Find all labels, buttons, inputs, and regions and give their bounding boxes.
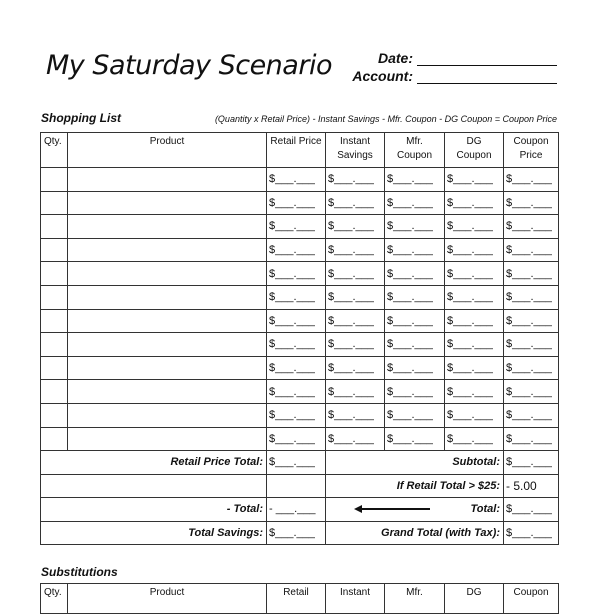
column-header: Product <box>68 133 267 168</box>
product-cell[interactable] <box>68 168 267 192</box>
if-retail-label: If Retail Total > $25: <box>326 474 504 498</box>
table-row <box>41 191 559 215</box>
mfr-coupon-cell[interactable]: $___.___ <box>385 403 445 427</box>
coupon-price-cell[interactable]: $___.___ <box>504 168 559 192</box>
mfr-coupon-cell[interactable]: $___.___ <box>385 309 445 333</box>
table-row <box>41 285 559 309</box>
coupon-price-cell[interactable]: $___.___ <box>504 262 559 286</box>
table-row <box>41 333 559 357</box>
qty-cell[interactable] <box>41 168 68 192</box>
arrow-left-icon <box>360 508 430 510</box>
mfr-coupon-cell[interactable]: $___.___ <box>385 238 445 262</box>
product-cell[interactable] <box>68 262 267 286</box>
totals-row <box>41 498 559 522</box>
column-header: Retail Price <box>267 133 326 168</box>
retail-price-cell[interactable]: $___.___ <box>267 262 326 286</box>
dg-coupon-cell[interactable]: $___.___ <box>445 262 504 286</box>
mfr-coupon-cell[interactable]: $___.___ <box>385 168 445 192</box>
retail-price-cell[interactable]: $___.___ <box>267 168 326 192</box>
shopping-list-title: Shopping List <box>41 111 121 125</box>
dg-coupon-cell[interactable]: $___.___ <box>445 403 504 427</box>
dg-coupon-cell[interactable]: $___.___ <box>445 333 504 357</box>
instant-savings-cell[interactable]: $___.___ <box>326 403 385 427</box>
shopping-list-table <box>40 132 559 545</box>
qty-cell[interactable] <box>41 191 68 215</box>
dg-coupon-cell[interactable]: $___.___ <box>445 168 504 192</box>
column-header: Product <box>68 584 267 614</box>
table-row <box>41 238 559 262</box>
totals-row <box>41 474 559 498</box>
minus-total-field[interactable]: - ___.___ <box>267 498 326 522</box>
table-row <box>41 309 559 333</box>
subtotal-label: Subtotal: <box>326 451 504 475</box>
coupon-price-cell[interactable]: $___.___ <box>504 285 559 309</box>
retail-price-cell[interactable]: $___.___ <box>267 333 326 357</box>
retail-price-cell[interactable]: $___.___ <box>267 215 326 239</box>
column-header: DG <box>445 584 504 614</box>
retail-price-total-label: Retail Price Total: <box>41 451 267 475</box>
mfr-coupon-cell[interactable]: $___.___ <box>385 191 445 215</box>
instant-savings-cell[interactable]: $___.___ <box>326 427 385 451</box>
total-label: Total: <box>470 503 500 516</box>
totals-row <box>41 521 559 545</box>
grand-total-field[interactable]: $___.___ <box>504 521 559 545</box>
dg-coupon-cell[interactable]: $___.___ <box>445 215 504 239</box>
column-header: Instant Savings <box>326 133 385 168</box>
table-row <box>41 427 559 451</box>
product-cell[interactable] <box>68 215 267 239</box>
instant-savings-cell[interactable]: $___.___ <box>326 238 385 262</box>
mfr-coupon-cell[interactable]: $___.___ <box>385 427 445 451</box>
dg-coupon-cell[interactable]: $___.___ <box>445 380 504 404</box>
account-field[interactable] <box>352 68 557 84</box>
instant-savings-cell[interactable]: $___.___ <box>326 285 385 309</box>
dg-coupon-cell[interactable]: $___.___ <box>445 356 504 380</box>
page-title: My Saturday Scenario <box>46 50 332 81</box>
date-line[interactable] <box>417 51 557 66</box>
retail-price-cell[interactable]: $___.___ <box>267 285 326 309</box>
product-cell[interactable] <box>68 309 267 333</box>
instant-savings-cell[interactable]: $___.___ <box>326 380 385 404</box>
account-line[interactable] <box>417 69 557 84</box>
qty-cell[interactable] <box>41 356 68 380</box>
column-header: Mfr. <box>385 584 445 614</box>
table-row <box>41 215 559 239</box>
coupon-price-cell[interactable]: $___.___ <box>504 215 559 239</box>
column-header: Retail <box>267 584 326 614</box>
retail-price-cell[interactable]: $___.___ <box>267 191 326 215</box>
totals-row <box>41 451 559 475</box>
mfr-coupon-cell[interactable]: $___.___ <box>385 380 445 404</box>
dg-coupon-cell[interactable]: $___.___ <box>445 309 504 333</box>
table-row <box>41 356 559 380</box>
coupon-price-cell[interactable]: $___.___ <box>504 191 559 215</box>
qty-cell[interactable] <box>41 427 68 451</box>
dg-coupon-cell[interactable]: $___.___ <box>445 427 504 451</box>
dg-coupon-cell[interactable]: $___.___ <box>445 191 504 215</box>
qty-cell[interactable] <box>41 380 68 404</box>
product-cell[interactable] <box>68 238 267 262</box>
coupon-price-cell[interactable]: $___.___ <box>504 238 559 262</box>
retail-price-total-field[interactable]: $___.___ <box>267 451 326 475</box>
instant-savings-cell[interactable]: $___.___ <box>326 309 385 333</box>
column-header: Instant <box>326 584 385 614</box>
retail-price-cell[interactable]: $___.___ <box>267 238 326 262</box>
table-row <box>41 262 559 286</box>
product-cell[interactable] <box>68 191 267 215</box>
retail-price-cell[interactable]: $___.___ <box>267 380 326 404</box>
qty-cell[interactable] <box>41 403 68 427</box>
column-header: Qty. <box>41 584 68 614</box>
grand-total-label: Grand Total (with Tax): <box>326 521 504 545</box>
table-row <box>41 403 559 427</box>
column-header: DG Coupon <box>445 133 504 168</box>
account-label: Account: <box>352 68 413 84</box>
instant-savings-cell[interactable]: $___.___ <box>326 333 385 357</box>
mfr-coupon-cell[interactable]: $___.___ <box>385 215 445 239</box>
retail-price-cell[interactable]: $___.___ <box>267 427 326 451</box>
retail-price-cell[interactable]: $___.___ <box>267 356 326 380</box>
mfr-coupon-cell[interactable]: $___.___ <box>385 333 445 357</box>
product-cell[interactable] <box>68 285 267 309</box>
total-field[interactable]: $___.___ <box>504 498 559 522</box>
dg-coupon-cell[interactable]: $___.___ <box>445 285 504 309</box>
coupon-price-cell[interactable]: $___.___ <box>504 380 559 404</box>
mfr-coupon-cell[interactable]: $___.___ <box>385 262 445 286</box>
column-header: Qty. <box>41 133 68 168</box>
qty-cell[interactable] <box>41 262 68 286</box>
subtotal-field[interactable]: $___.___ <box>504 451 559 475</box>
instant-savings-cell[interactable]: $___.___ <box>326 191 385 215</box>
coupon-price-cell[interactable]: $___.___ <box>504 333 559 357</box>
date-label: Date: <box>377 50 413 66</box>
product-cell[interactable] <box>68 333 267 357</box>
table-row <box>41 380 559 404</box>
minus-total-label: - Total: <box>41 498 267 522</box>
product-cell[interactable] <box>68 403 267 427</box>
substitutions-table <box>40 583 559 614</box>
discount-value: - 5.00 <box>504 474 559 498</box>
table-row <box>41 168 559 192</box>
coupon-price-cell[interactable]: $___.___ <box>504 427 559 451</box>
substitutions-title: Substitutions <box>41 565 118 579</box>
instant-savings-cell[interactable]: $___.___ <box>326 215 385 239</box>
qty-cell[interactable] <box>41 215 68 239</box>
total-savings-field[interactable]: $___.___ <box>267 521 326 545</box>
qty-cell[interactable] <box>41 285 68 309</box>
retail-price-cell[interactable]: $___.___ <box>267 403 326 427</box>
instant-savings-cell[interactable]: $___.___ <box>326 168 385 192</box>
product-cell[interactable] <box>68 380 267 404</box>
coupon-price-cell[interactable]: $___.___ <box>504 403 559 427</box>
dg-coupon-cell[interactable]: $___.___ <box>445 238 504 262</box>
column-header: Coupon Price <box>504 133 559 168</box>
mfr-coupon-cell[interactable]: $___.___ <box>385 285 445 309</box>
coupon-price-cell[interactable]: $___.___ <box>504 356 559 380</box>
date-field[interactable] <box>378 50 557 66</box>
retail-price-cell[interactable]: $___.___ <box>267 309 326 333</box>
coupon-price-cell[interactable]: $___.___ <box>504 309 559 333</box>
instant-savings-cell[interactable]: $___.___ <box>326 356 385 380</box>
product-cell[interactable] <box>68 427 267 451</box>
qty-cell[interactable] <box>41 309 68 333</box>
instant-savings-cell[interactable]: $___.___ <box>326 262 385 286</box>
formula: (Quantity x Retail Price) - Instant Savings - Mfr. Coupon - DG Coupon = Coupon Price <box>214 114 557 124</box>
qty-cell[interactable] <box>41 333 68 357</box>
column-header: Coupon <box>504 584 559 614</box>
column-header: Mfr. Coupon <box>385 133 445 168</box>
mfr-coupon-cell[interactable]: $___.___ <box>385 356 445 380</box>
total-savings-label: Total Savings: <box>41 521 267 545</box>
qty-cell[interactable] <box>41 238 68 262</box>
product-cell[interactable] <box>68 356 267 380</box>
